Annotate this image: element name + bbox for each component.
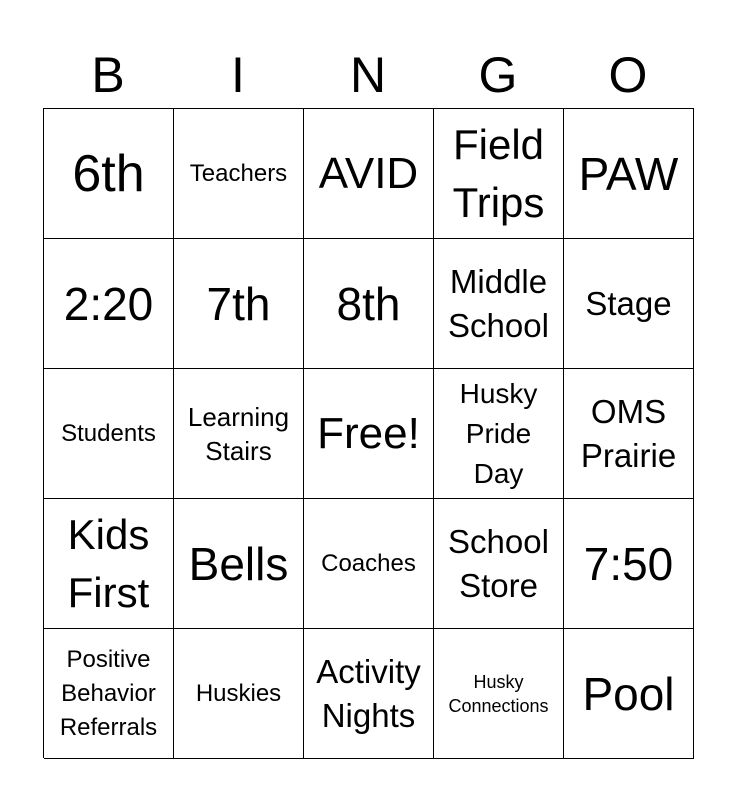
cell-text: Pool xyxy=(582,667,675,720)
cell-text: Field Trips xyxy=(452,120,545,226)
cell-text: PAW xyxy=(578,147,679,200)
cell-text: School Store xyxy=(448,522,549,604)
bingo-cell[interactable] xyxy=(44,109,174,239)
bingo-cell[interactable] xyxy=(44,239,174,369)
bingo-cell[interactable] xyxy=(44,369,174,499)
cell-text: Activity Nights xyxy=(316,652,421,734)
bingo-cell[interactable] xyxy=(174,239,304,369)
bingo-cell[interactable] xyxy=(564,499,694,629)
cell-text: Stage xyxy=(585,284,672,322)
cell-text: 7:50 xyxy=(583,537,674,590)
cell-text: Husky Connections xyxy=(448,671,549,716)
cell-text: Kids First xyxy=(67,510,150,616)
cell-text: Students xyxy=(61,419,156,447)
cell-text: Coaches xyxy=(321,549,416,577)
header-letter-o: O xyxy=(608,47,648,103)
bingo-cell[interactable] xyxy=(564,629,694,759)
bingo-cell[interactable] xyxy=(44,499,174,629)
cell-text: Middle School xyxy=(448,262,549,344)
header-letter-i: I xyxy=(231,47,245,103)
bingo-board xyxy=(43,108,694,758)
header-letter-b: B xyxy=(91,47,125,103)
bingo-cell[interactable] xyxy=(174,369,304,499)
bingo-cell[interactable] xyxy=(564,369,694,499)
bingo-cell[interactable] xyxy=(434,369,564,499)
cell-text: 7th xyxy=(206,277,271,330)
cell-text: Bells xyxy=(188,537,289,590)
bingo-cell[interactable] xyxy=(304,369,434,499)
bingo-cell[interactable] xyxy=(304,629,434,759)
header-letter-g: G xyxy=(478,47,518,103)
bingo-cell[interactable] xyxy=(44,629,174,759)
cell-text: OMS Prairie xyxy=(580,392,677,474)
cell-text: AVID xyxy=(318,148,419,198)
cell-text: Free! xyxy=(317,408,420,458)
cell-text: 2:20 xyxy=(63,277,154,330)
bingo-cell[interactable] xyxy=(304,239,434,369)
cell-text: Huskies xyxy=(195,679,282,707)
bingo-cell[interactable] xyxy=(564,109,694,239)
bingo-cell[interactable] xyxy=(434,109,564,239)
bingo-cell[interactable] xyxy=(304,109,434,239)
bingo-cell[interactable] xyxy=(564,239,694,369)
bingo-cell[interactable] xyxy=(174,629,304,759)
bingo-cell[interactable] xyxy=(434,239,564,369)
cell-text: 8th xyxy=(336,277,401,330)
cell-text: Teachers xyxy=(189,159,288,187)
bingo-cell[interactable] xyxy=(434,629,564,759)
cell-text: 6th xyxy=(72,144,145,203)
bingo-cell[interactable] xyxy=(304,499,434,629)
bingo-header xyxy=(43,42,693,108)
header-letter-n: N xyxy=(349,47,387,103)
bingo-cell[interactable] xyxy=(174,499,304,629)
cell-text: Husky Pride Day xyxy=(459,377,538,489)
cell-text: Positive Behavior Referrals xyxy=(59,645,158,741)
cell-text: Learning Stairs xyxy=(187,401,290,466)
bingo-cell[interactable] xyxy=(434,499,564,629)
bingo-cell[interactable] xyxy=(174,109,304,239)
